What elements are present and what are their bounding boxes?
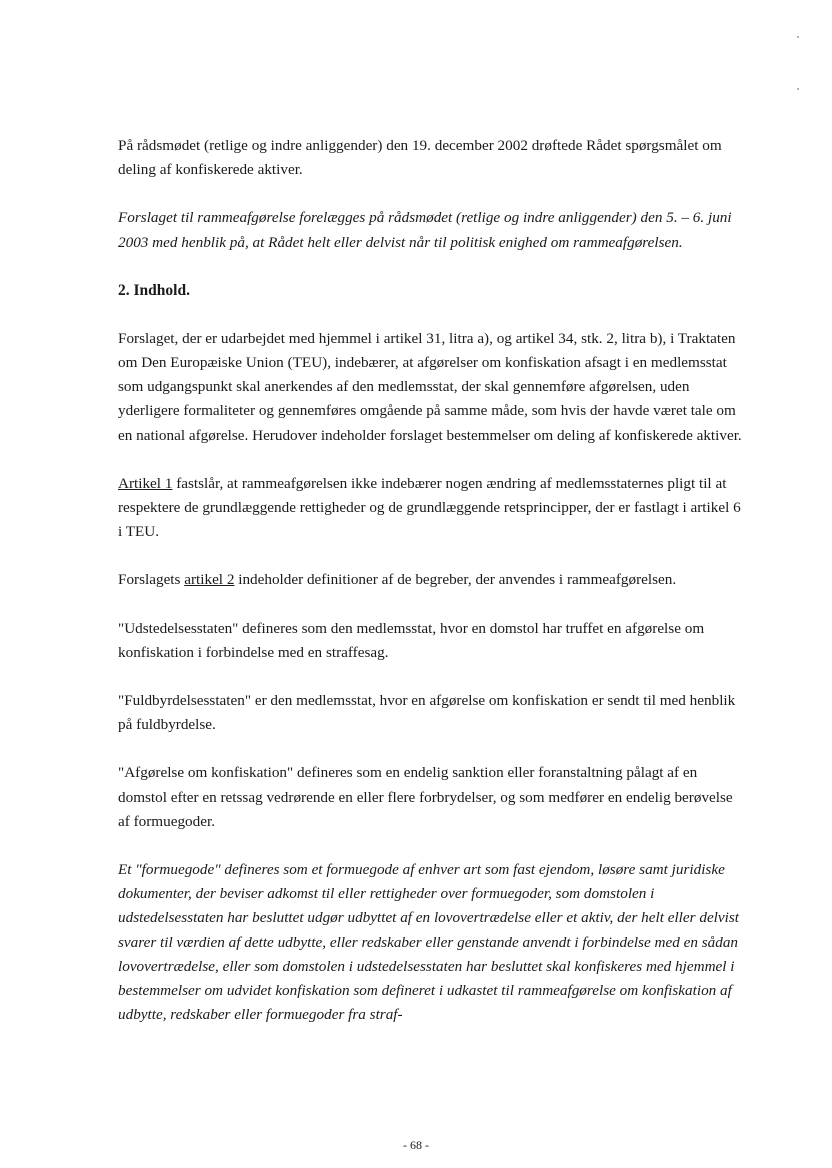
page-number: - 68 - — [403, 1138, 429, 1152]
paragraph-council-meeting: På rådsmødet (retlige og indre anliggender) den 19. december 2002 drøftede Rådet spørgsmålet om deling af konfiskerede aktiver. — [118, 137, 722, 179]
paragraph-article-1 — [118, 472, 746, 545]
section-heading-indhold: 2. Indhold. — [118, 281, 190, 299]
paragraph-confiscation-decision: "Afgørelse om konfiskation" defineres som en endelig sanktion eller foranstaltning pålagt af en domstol efter en retssag vedrørende en eller flere forbrydelser, og som medfører en endelig berøvelse af formuegoder. — [118, 764, 733, 830]
article-1-reference: Artikel 1 — [118, 474, 173, 492]
scan-speck — [797, 88, 799, 90]
paragraph-content-summary: Forslaget, der er udarbejdet med hjemmel i artikel 31, litra a), og artikel 34, stk. 2, litra b), i Traktaten om Den Europæiske Union (TEU), indebærer, at afgørelser om konfiskation afsagt i en medlemsstat som udgangspunkt skal anerkendes af den medlemsstat, der skal gennemføre afgørelsen, uden yderligere formaliteter og gennemføres omgående på samme måde, som hvis der havde været tale om en national afgørelse. Herudover indeholder forslaget bestemmelser om deling af konfiskerede aktiver. — [118, 329, 742, 444]
article-2-reference: artikel 2 — [184, 571, 235, 589]
paragraph-issuing-state: "Udstedelsesstaten" defineres som den medlemsstat, hvor en domstol har truffet en afgørelse om konfiskation i forbindelse med en straffesag. — [118, 619, 705, 661]
article-2-prefix: Forslagets — [118, 571, 185, 589]
paragraph-executing-state: "Fuldbyrdelsesstaten" er den medlemsstat, hvor en afgørelse om konfiskation er sendt til med henblik på fuldbyrdelse. — [118, 692, 736, 734]
article-1-text: fastslår, at rammeafgørelsen ikke indebærer nogen ændring af medlemsstaternes pligt til at respektere de grundlæggende rettigheder og de grundlæggende retsprincipper, der er fastlagt i artikel 6 i TEU. — [118, 474, 741, 541]
paragraph-proposal-italic: Forslaget til rammeafgørelse forelægges på rådsmødet (retlige og indre anliggender) den 5. – 6. juni 2003 med henblik på, at Rådet helt eller delvist når til politisk enighed om rammeafgørelsen. — [118, 209, 732, 251]
document-page — [118, 134, 746, 1027]
scan-speck — [797, 36, 799, 38]
paragraph-article-2 — [118, 568, 746, 592]
article-2-text: indeholder definitioner af de begreber, der anvendes i rammeafgørelsen. — [234, 571, 677, 589]
paragraph-property-definition: Et "formuegode" defineres som et formuegode af enhver art som fast ejendom, løsøre samt juridiske dokumenter, der beviser adkomst til eller rettigheder over formuegoder, som domstolen i udstedelsesstaten har besluttet udgør udbyttet af en lovovertrædelse eller et aktiv, der helt eller delvist svarer til værdien af dette udbytte, eller redskaber eller genstande anvendt i forbindelse med en sådan lovovertrædelse, eller som domstolen i udstedelsesstaten har besluttet skal konfiskeres med hjemmel i bestemmelser om udvidet konfiskation som defineret i udkastet til rammeafgørelse om konfiskation af udbytte, redskaber eller formuegoder fra straf- — [118, 861, 739, 1024]
